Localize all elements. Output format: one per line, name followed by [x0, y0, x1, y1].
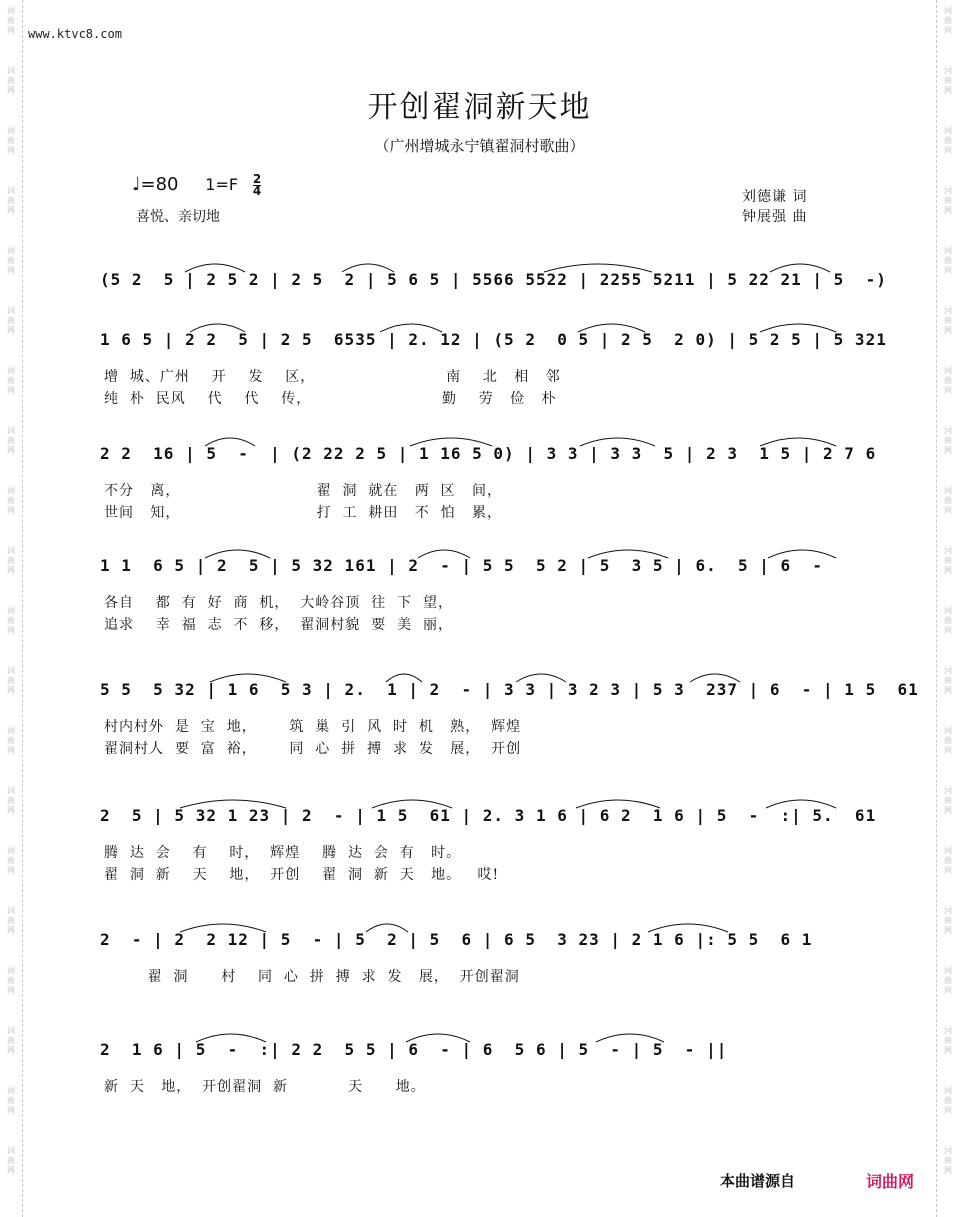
lyrics-verse-1: 腾 达 会 有 时， 辉煌 腾 达 会 有 时。 — [104, 845, 462, 861]
watermark-glyph: 词 曲 网 — [944, 846, 952, 875]
notation-line: 2 5 | 5 32 1 23 | 2 - | 1 5 61 | 2. 3 1 6 | 6 2 1 6 | 5 - :| 5. 61 — [100, 806, 877, 825]
watermark-glyph: 词 曲 网 — [944, 306, 952, 335]
watermark-glyph: 词 曲 网 — [7, 546, 15, 575]
watermark-glyph: 词 曲 网 — [944, 1146, 952, 1175]
watermark-glyph: 词 曲 网 — [944, 726, 952, 755]
watermark-glyph: 词 曲 网 — [944, 786, 952, 815]
watermark-glyph: 词 曲 网 — [7, 1146, 15, 1175]
watermark-glyph: 词 曲 网 — [7, 426, 15, 455]
composer-credit: 钟展强 曲 — [742, 209, 808, 225]
notation-line: 5 5 5 32 | 1 6 5 3 | 2. 1 | 2 - | 3 3 | 3 2 3 | 5 3 237 | 6 - | 1 5 61 — [100, 680, 919, 699]
tempo-key-meter — [132, 174, 261, 197]
tempo-marking: ♩=80 — [132, 174, 179, 195]
watermark-glyph: 词 曲 网 — [944, 66, 952, 95]
lyricist-credit: 刘德谦 词 — [742, 189, 808, 205]
source-logo[interactable]: 词曲网 — [866, 1172, 915, 1191]
meter-denominator: 4 — [252, 184, 262, 198]
lyrics-verse-1: 村内村外 是 宝 地， 筑 巢 引 风 时 机 熟， 辉煌 — [104, 719, 522, 735]
key-signature: 1=F — [205, 175, 239, 194]
lyrics-verse-1: 翟 洞 村 同 心 拼 搏 求 发 展， 开创翟洞 — [104, 969, 520, 985]
lyrics-verse-2: 纯 朴 民风 代 代 传， 勤 劳 俭 朴 — [104, 391, 557, 407]
lyrics-verse-2: 追求 幸 福 志 不 移， 翟洞村貌 要 美 丽， — [104, 617, 454, 633]
watermark-glyph: 词 曲 网 — [7, 786, 15, 815]
watermark-glyph: 词 曲 网 — [7, 66, 15, 95]
watermark-glyph: 词 曲 网 — [944, 606, 952, 635]
notation-line: 2 1 6 | 5 - :| 2 2 5 5 | 6 - | 6 5 6 | 5 - | 5 - || — [100, 1040, 728, 1059]
watermark-glyph: 词 曲 网 — [944, 1086, 952, 1115]
watermark-glyph: 词 曲 网 — [944, 546, 952, 575]
notation-line: 1 1 6 5 | 2 5 | 5 32 161 | 2 - | 5 5 5 2 | 5 3 5 | 6. 5 | 6 - — [100, 556, 824, 575]
watermark-glyph: 词 曲 网 — [944, 6, 952, 35]
lyrics-verse-1: 各自 都 有 好 商 机， 大岭谷顶 往 下 望， — [104, 595, 454, 611]
time-signature — [253, 174, 261, 197]
watermark-glyph: 词 曲 网 — [7, 306, 15, 335]
watermark-glyph: 词 曲 网 — [7, 906, 15, 935]
watermark-glyph: 词 曲 网 — [944, 426, 952, 455]
watermark-glyph: 词 曲 网 — [7, 966, 15, 995]
notation-line: 2 2 16 | 5 - | (2 22 2 5 | 1 16 5 0) | 3 3 | 3 3 5 | 2 3 1 5 | 2 7 6 — [100, 444, 877, 463]
watermark-glyph: 词 曲 网 — [7, 246, 15, 275]
lyrics-verse-2: 翟 洞 新 天 地， 开创 翟 洞 新 天 地。 哎! — [104, 867, 500, 883]
watermark-glyph: 词 曲 网 — [7, 486, 15, 515]
watermark-glyph: 词 曲 网 — [7, 846, 15, 875]
watermark-glyph: 词 曲 网 — [944, 966, 952, 995]
watermark-glyph: 词 曲 网 — [944, 186, 952, 215]
site-url[interactable]: www.ktvc8.com — [28, 27, 122, 41]
lyrics-verse-1: 增 城、广州 开 发 区， 南 北 相 邻 — [104, 369, 561, 385]
watermark-glyph: 词 曲 网 — [944, 486, 952, 515]
meter-numerator: 2 — [252, 172, 262, 186]
notation-line: 1 6 5 | 2 2 5 | 2 5 6535 | 2. 12 | (5 2 0 5 | 2 5 2 0) | 5 2 5 | 5 321 — [100, 330, 887, 349]
song-subtitle: （广州增城永宁镇翟洞村歌曲） — [374, 137, 585, 155]
watermark-glyph: 词 曲 网 — [944, 1026, 952, 1055]
song-title: 开创翟洞新天地 — [367, 90, 592, 125]
notation-line: 2 - | 2 2 12 | 5 - | 5 2 | 5 6 | 6 5 3 23 | 2 1 6 |: 5 5 6 1 — [100, 930, 813, 949]
expression-mark: 喜悦、亲切地 — [136, 209, 220, 225]
right-watermark-strip — [936, 0, 959, 1217]
watermark-glyph: 词 曲 网 — [7, 1086, 15, 1115]
watermark-glyph: 词 曲 网 — [7, 366, 15, 395]
watermark-glyph: 词 曲 网 — [944, 906, 952, 935]
watermark-glyph: 词 曲 网 — [7, 6, 15, 35]
watermark-glyph: 词 曲 网 — [7, 186, 15, 215]
lyrics-verse-1: 新 天 地， 开创翟洞 新 天 地。 — [104, 1079, 426, 1095]
lyrics-verse-1: 不分 离， 翟 洞 就在 两 区 间， — [104, 483, 503, 499]
source-label: 本曲谱源自 — [720, 1172, 796, 1190]
watermark-glyph: 词 曲 网 — [7, 1026, 15, 1055]
lyrics-verse-2: 翟洞村人 要 富 裕， 同 心 拼 搏 求 发 展， 开创 — [104, 741, 522, 757]
watermark-glyph: 词 曲 网 — [7, 606, 15, 635]
watermark-glyph: 词 曲 网 — [944, 666, 952, 695]
watermark-glyph: 词 曲 网 — [944, 126, 952, 155]
watermark-glyph: 词 曲 网 — [7, 726, 15, 755]
lyrics-verse-2: 世间 知， 打 工 耕田 不 怕 累， — [104, 505, 503, 521]
watermark-glyph: 词 曲 网 — [944, 246, 952, 275]
watermark-glyph: 词 曲 网 — [7, 126, 15, 155]
left-watermark-strip — [0, 0, 23, 1217]
notation-line: (5 2 5 | 2 5 2 | 2 5 2 | 5 6 5 | 5566 5522 | 2255 5211 | 5 22 21 | 5 -) — [100, 270, 887, 289]
watermark-glyph: 词 曲 网 — [7, 666, 15, 695]
watermark-glyph: 词 曲 网 — [944, 366, 952, 395]
